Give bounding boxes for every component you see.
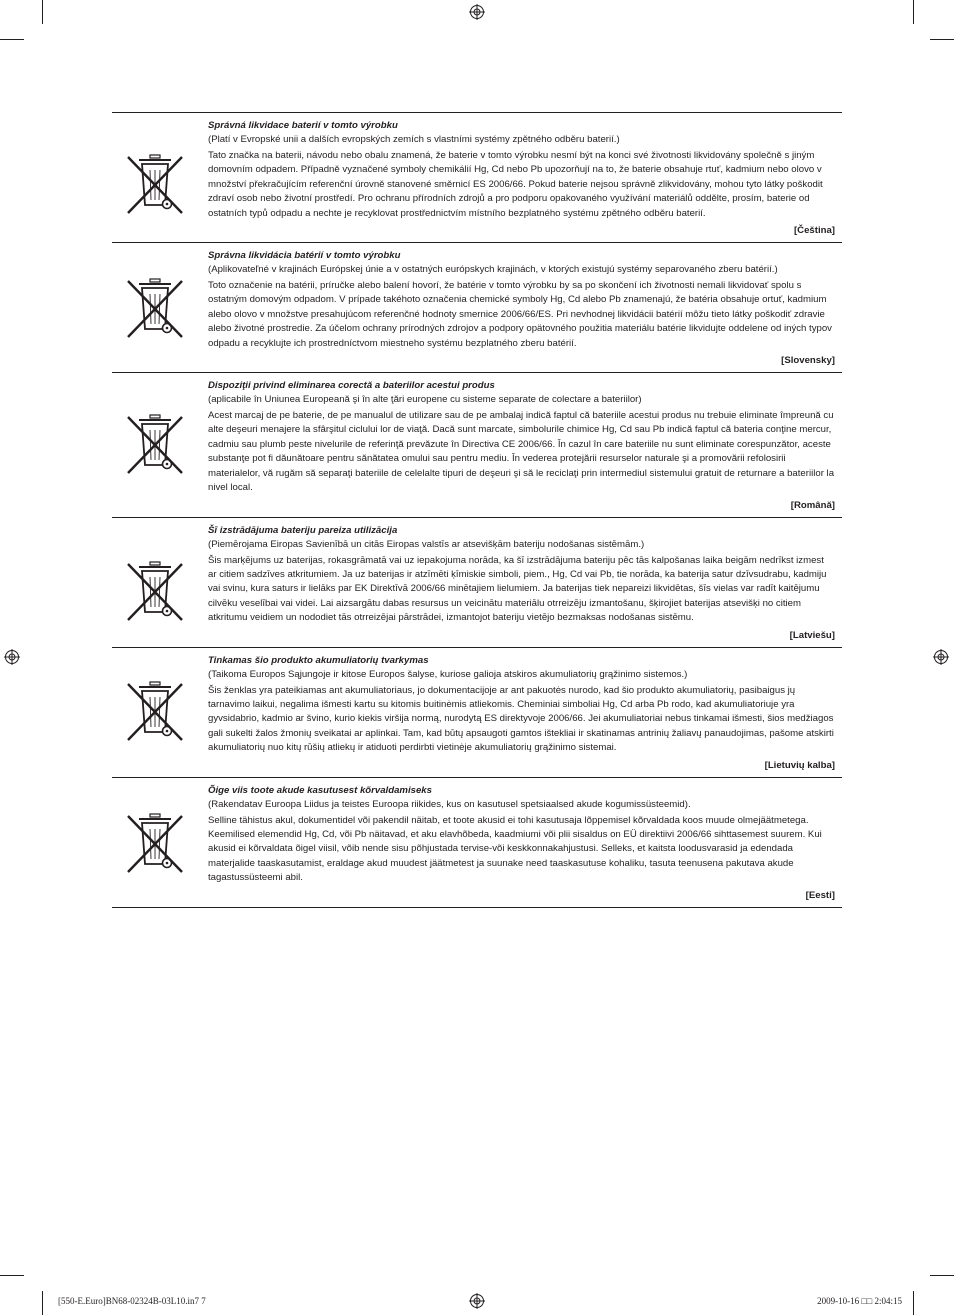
section-scope: (aplicabile în Uniunea Europeană şi în alte ţări europene cu sisteme separate de colectare a bateriilor): [208, 394, 642, 406]
section-body: Šis ženklas yra pateikiamas ant akumuliatoriaus, jo dokumentacijoje ar ant pakuotės nurodo, kad šio produkto akumuliatorių, pasibaigus jų tarnavimo laikui, negalima išmesti kartu su kitomis buitinėmis atliekomis. Cheminiai simboliai Hg, Cd arba Pb rodo, kad akumuliatoriuje yra gyvsidabrio, kadmio ar švino, kurio kiekis viršija normą, nurodytą ES direktyvoje 2006/66. Jei akumuliatoriai nebus tinkamai išmesti, šios medžiagos gali sukelti žalos žmonių sveikatai ar aplinkai. Tam, kad būtų apsaugoti gamtos ištekliai ir skatinamas antrinių žaliavų panaudojimas, pašome atskirti akumuliatorių nuo kitų rūšių atliekų ir atiduoti perdirbti vietinėje akumuliatorių grąžinimo sistemai.: [208, 684, 834, 754]
section-language: [Čeština]: [793, 225, 835, 237]
crossed-bin-icon: [124, 411, 186, 477]
section-body: Tato značka na baterii, návodu nebo obalu znamená, že baterie v tomto výrobku nesmí být na konci své životnosti likvidovány společně s jiným domovním odpadem. Případně vyznačené symboly chemikálií Hg, Cd nebo Pb upozorňují na to, že baterie obsahuje rtuť, kadmium nebo olovo v množství překračujícím referenční úrovně stanovené směrnicí ES 2006/66. Pokud baterie nejsou správně zlikvidovány, mohou tyto látky poškodit zdraví osob nebo životní prostředí. Pro ochranu přírodních zdrojů a pro podporu opakovaného využívání materiálů oddělte, prosím, baterie od ostatních typů odpadu a nechte je recyklovat prostřednictvím místního bezplatného systému zpětného odběru baterií.: [208, 150, 823, 219]
crossed-bin-icon: [124, 558, 186, 624]
section-estonian: [112, 777, 842, 908]
crossed-bin-icon: [124, 678, 186, 744]
crop-mark-bottom-left-horizontal: [0, 1275, 24, 1276]
section-romanian: [112, 372, 842, 516]
section-scope: (Rakendatav Euroopa Liidus ja teistes Euroopa riikides, kus on kasutusel spetsiaalsed akude kogumissüsteemid).: [208, 798, 691, 810]
crop-mark-bottom-right-vertical: [913, 1291, 914, 1315]
section-language: [Română]: [790, 499, 835, 511]
section-scope: (Taikoma Europos Sąjungoje ir kitose Europos šalyse, kuriose galioja atskiros akumuliatorių grąžinimo sistemos.): [208, 668, 688, 680]
footer-file-info: [550-E.Euro]BN68-02324B-03L10.in7 7: [58, 1296, 206, 1306]
section-body: Acest marcaj de pe baterie, de pe manualul de utilizare sau de pe ambalaj indică faptul că bateriile acestui produs nu trebuie eliminate împreună cu alte deşeuri menajere la sfârşitul ciclului lor de viaţă. Dacă sunt marcate, simbolurile chimice Hg, Cd sau Pb indică faptul că bateria conţine mercur, cadmiu sau plumb peste nivelurile de referinţă prevăzute în Directiva CE 2006/66. În cazul în care bateriile nu sunt eliminate corespunzător, aceste substanţe pot fi dăunătoare pentru sănătatea omului sau pentru mediu. În vederea protejării resurselor naturale şi a promovării refolosirii materialelor, vă rugăm să separaţi bateriile de celelalte tipuri de deşeuri şi să le reciclaţi prin intermediul sistemului gratuit de returnare a bateriilor la nivel local.: [208, 410, 835, 494]
crop-mark-top-right-horizontal: [930, 39, 954, 40]
registration-mark-top-icon: [469, 4, 485, 20]
registration-mark-right-icon: [933, 649, 949, 665]
section-slovak: [112, 242, 842, 372]
registration-mark-left-icon: [4, 649, 20, 665]
crop-mark-bottom-left-vertical: [42, 1291, 43, 1315]
section-latvian: [112, 517, 842, 647]
section-language: [Latviešu]: [789, 629, 835, 641]
section-body: Šis marķējums uz baterijas, rokasgrāmatā vai uz iepakojuma norāda, ka šī izstrādājuma bateriju pēc tās kalpošanas laika beigām nedrīkst izmest ar citiem sadzīves atkritumiem. Ja uz baterijas ir atzīmēti ķīmiskie simboli, piem., Hg, Cd vai Pb, tie norāda, ka baterija satur dzīvsudrabu, kadmiju vai svinu, kura saturs ir lielāks par EK Direktīvā 2006/66 minētajiem lielumiem. Ja baterijas tiek nepareizi likvidētas, šīs vielas var radīt kaitējumu cilvēku veselībai vai videi. Lai aizsargātu dabas resursus un veicinātu materiālu otrreizēju izmantošanu, šķirojiet baterijas atsevišķi no citiem atkritumu veidiem un nododiet tās otrreizējai pārstrādei, izmantojot bateriju vietējo bezmaksas nodošanas sistēmu.: [208, 554, 827, 624]
section-body: Toto označenie na batérii, príručke alebo balení hovorí, že batérie v tomto výrobku by sa po skončení ich životnosti nemali likvidovať spolu s ostatným domovým odpadom. V prípade takéhoto označenia chemické symboly Hg, Cd alebo Pb znamenajú, že batéria obsahuje ortuť, kadmium alebo olovo v množstve presahujúcom referenčné hodnoty smernice 2006/66/ES. Pri nevhodnej likvidácii batérií môžu tieto látky poškodiť zdravie alebo životné prostredie. Za účelom ochrany prírodných zdrojov a podpory opätovného použitia materiálu batérie likvidujte oddelene od iných typov odpadu a recyklujte ich prostredníctvom miestneho systému bezplatného zberu batérií.: [208, 280, 832, 349]
footer-timestamp: 2009-10-16 □□ 2:04:15: [817, 1296, 902, 1306]
crop-mark-top-left-vertical: [42, 0, 43, 24]
section-title: Õige viis toote akude kasutusest kõrvaldamiseks: [208, 784, 432, 796]
crop-mark-top-left-horizontal: [0, 39, 24, 40]
section-body: Selline tähistus akul, dokumentidel või pakendil näitab, et toote akusid ei tohi kasutusaja lõppemisel kõrvaldada koos muude olmejäätmetega. Keemilised elemendid Hg, Cd, või Pb näitavad, et aku elavhõbeda, kaadmiumi või plii sisaldus on EÜ direktiivi 2006/66 sihttasemest suurem. Kui akusid ei kõrvaldata õigel viisil, võib nende sisu põhjustada tervise-või keskkonnakahjustusi. Selleks, et kaitsta loodusvarasid ja edendada materjalide taaskasutamist, eraldage akud muudest jäätmetest ja suunake need taaskasutuse kohaliku, tasuta teenusena pakutava akude tagastussüsteemi abil.: [208, 814, 822, 884]
section-title: Dispoziţii privind eliminarea corectă a bateriilor acestui produs: [208, 380, 495, 392]
registration-mark-bottom-icon: [469, 1293, 485, 1309]
section-scope: (Aplikovateľné v krajinách Európskej únie a v ostatných európskych krajinách, v ktorých existujú systémy separovaného zberu batérií.): [208, 264, 778, 276]
section-language: [Lietuvių kalba]: [764, 759, 835, 771]
crossed-bin-icon: [124, 275, 186, 341]
section-language: [Eesti]: [805, 889, 835, 901]
section-lithuanian: [112, 647, 842, 777]
section-language: [Slovensky]: [781, 355, 835, 367]
crossed-bin-icon: [124, 151, 186, 217]
crop-mark-top-right-vertical: [913, 0, 914, 24]
crop-mark-bottom-right-horizontal: [930, 1275, 954, 1276]
section-title: Správná likvidace baterií v tomto výrobku: [208, 120, 398, 131]
section-title: Šī izstrādājuma bateriju pareiza utilizācija: [208, 524, 398, 536]
section-title: Tinkamas šio produkto akumuliatorių tvarkymas: [208, 654, 429, 666]
battery-disposal-sections: [112, 112, 842, 908]
crossed-bin-icon: [124, 810, 186, 876]
section-czech: [112, 112, 842, 242]
section-title: Správna likvidácia batérií v tomto výrobku: [208, 250, 401, 262]
section-scope: (Piemērojama Eiropas Savienībā un citās Eiropas valstīs ar atsevišķām bateriju nodošanas sistēmām.): [208, 538, 645, 550]
section-scope: (Platí v Evropské unii a dalších evropských zemích s vlastními systémy zpětného odběru baterií.): [208, 134, 620, 145]
